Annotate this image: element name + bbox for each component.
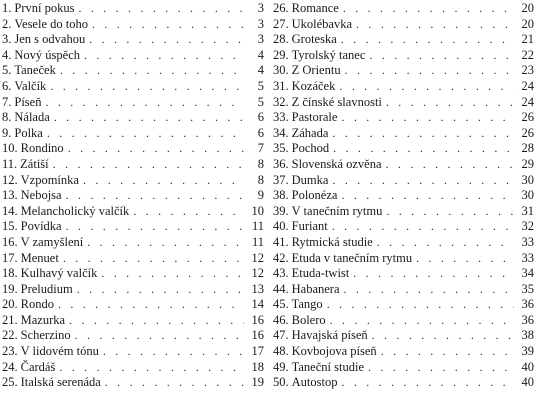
entry-title: Jen s odvahou (14, 32, 86, 47)
entry-number: 42. (273, 250, 289, 265)
entry-page-number: 39 (521, 344, 534, 359)
entry-number: 10. (2, 141, 18, 156)
entry-title: Rondo (20, 297, 54, 312)
entry-number: 34. (273, 125, 289, 140)
entry-page-number: 19 (251, 375, 264, 390)
entry-page-number: 3 (257, 1, 264, 15)
dot-leader (75, 328, 244, 344)
toc-entry (2, 95, 264, 111)
entry-number: 1. (2, 1, 12, 15)
entry-page-number: 3 (257, 16, 264, 31)
entry-number: 9. (2, 125, 12, 140)
entry-title: Mazurka (20, 312, 66, 327)
dot-leader (341, 110, 514, 126)
entry-title: Taneční studie (291, 359, 364, 374)
dot-leader (63, 251, 244, 267)
toc-entry (2, 297, 264, 313)
entry-title: Polonéza (291, 188, 338, 203)
dot-leader (84, 48, 244, 64)
entry-title: Z čínské slavnosti (291, 94, 382, 109)
entry-number: 16. (2, 234, 18, 249)
entry-title: Scherzino (20, 328, 71, 343)
entry-number: 20. (2, 297, 18, 312)
entry-number: 38. (273, 188, 289, 203)
dot-leader (332, 173, 514, 189)
toc-entry (2, 235, 264, 251)
dot-leader (77, 282, 244, 298)
dot-leader (68, 141, 244, 157)
entry-number: 12. (2, 172, 18, 187)
entry-page-number: 36 (521, 297, 534, 312)
dot-leader (78, 1, 244, 17)
toc-entry (273, 375, 534, 391)
entry-page-number: 24 (521, 78, 534, 93)
toc-entry (273, 344, 534, 360)
entry-page-number: 30 (521, 188, 534, 203)
entry-number: 31. (273, 78, 289, 93)
entry-page-number: 9 (257, 188, 264, 203)
entry-number: 19. (2, 281, 18, 296)
toc-entry (2, 48, 264, 64)
toc-entry (2, 126, 264, 142)
toc-entry (2, 32, 264, 48)
entry-page-number: 14 (251, 297, 264, 312)
entry-title: V tanečním rytmu (291, 203, 383, 218)
entry-number: 29. (273, 47, 289, 62)
entry-page-number: 7 (257, 141, 264, 156)
entry-title: V zamyšlení (20, 234, 84, 249)
toc-entry (273, 173, 534, 189)
dot-leader (60, 63, 244, 79)
entry-title: Z Orientu (291, 63, 341, 78)
toc-column-right (273, 1, 534, 391)
entry-page-number: 5 (257, 78, 264, 93)
toc-entry (2, 204, 264, 220)
toc-entry (2, 360, 264, 376)
dot-leader (45, 95, 244, 111)
entry-number: 17. (2, 250, 18, 265)
entry-title: Menuet (20, 250, 59, 265)
dot-leader (87, 235, 244, 251)
entry-number: 43. (273, 266, 289, 281)
entry-number: 24. (2, 359, 18, 374)
entry-title: Tyrolský tanec (291, 47, 366, 62)
entry-page-number: 8 (257, 156, 264, 171)
toc-entry (2, 375, 264, 391)
entry-title: Taneček (14, 63, 56, 78)
entry-title: Etuda-twist (291, 266, 350, 281)
dot-leader (66, 219, 244, 235)
entry-number: 41. (273, 234, 289, 249)
dot-leader (69, 313, 244, 329)
entry-title: Tango (291, 297, 323, 312)
toc-entry (273, 32, 534, 48)
dot-leader (66, 188, 244, 204)
toc-entry (273, 126, 534, 142)
toc-entry (273, 110, 534, 126)
dot-leader (356, 17, 514, 33)
entry-page-number: 33 (521, 250, 534, 265)
toc-entry (273, 251, 534, 267)
toc-entry (2, 1, 264, 17)
entry-number: 7. (2, 94, 12, 109)
entry-page-number: 26 (521, 110, 534, 125)
toc-entry (273, 219, 534, 235)
toc-entry (2, 63, 264, 79)
entry-title: Kozáček (291, 78, 336, 93)
entry-page-number: 31 (521, 203, 534, 218)
dot-leader (372, 328, 514, 344)
dot-leader (47, 126, 244, 142)
toc-entry (2, 328, 264, 344)
entry-number: 3. (2, 32, 12, 47)
entry-title: Etuda v tanečním rytmu (291, 250, 413, 265)
dot-leader (89, 32, 244, 48)
dot-leader (341, 188, 514, 204)
entry-page-number: 13 (251, 281, 264, 296)
entry-title: Dumka (291, 172, 329, 187)
entry-number: 13. (2, 188, 18, 203)
toc-entry (2, 282, 264, 298)
entry-page-number: 30 (521, 172, 534, 187)
entry-page-number: 40 (521, 359, 534, 374)
entry-number: 44. (273, 281, 289, 296)
toc-column-left (2, 1, 264, 391)
dot-leader (59, 360, 244, 376)
entry-page-number: 11 (251, 219, 264, 234)
entry-page-number: 4 (257, 47, 264, 62)
entry-number: 35. (273, 141, 289, 156)
entry-title: Vesele do toho (14, 16, 88, 31)
toc-entry (273, 297, 534, 313)
toc-entry (273, 79, 534, 95)
dot-leader (368, 360, 514, 376)
entry-page-number: 8 (257, 172, 264, 187)
entry-page-number: 32 (521, 219, 534, 234)
entry-page-number: 24 (521, 94, 534, 109)
dot-leader (54, 110, 244, 126)
entry-title: Polka (14, 125, 43, 140)
entry-number: 14. (2, 203, 18, 218)
entry-number: 48. (273, 344, 289, 359)
entry-number: 37. (273, 172, 289, 187)
dot-leader (386, 95, 514, 111)
toc-entry (273, 188, 534, 204)
entry-number: 11. (2, 156, 18, 171)
entry-title: Melancholický valčík (20, 203, 130, 218)
entry-title: Nebojsa (20, 188, 62, 203)
entry-number: 36. (273, 156, 289, 171)
entry-page-number: 22 (521, 47, 534, 62)
dot-leader (369, 48, 514, 64)
entry-number: 30. (273, 63, 289, 78)
dot-leader (341, 375, 514, 391)
toc-entry (2, 157, 264, 173)
entry-page-number: 20 (521, 1, 534, 15)
entry-page-number: 34 (521, 266, 534, 281)
entry-number: 8. (2, 110, 12, 125)
toc-entry (273, 63, 534, 79)
dot-leader (92, 17, 244, 33)
entry-page-number: 18 (251, 359, 264, 374)
dot-leader (339, 79, 514, 95)
entry-number: 23. (2, 344, 18, 359)
dot-leader (381, 344, 514, 360)
entry-title: Kovbojova píseň (291, 344, 377, 359)
dot-leader (101, 266, 244, 282)
entry-title: Bolero (291, 312, 326, 327)
dot-leader (50, 79, 244, 95)
entry-title: Pochod (291, 141, 330, 156)
entry-page-number: 26 (521, 125, 534, 140)
toc-entry (2, 17, 264, 33)
toc-entry (273, 328, 534, 344)
entry-number: 33. (273, 110, 289, 125)
entry-number: 49. (273, 359, 289, 374)
entry-number: 50. (273, 375, 289, 390)
entry-page-number: 35 (521, 281, 534, 296)
entry-page-number: 6 (257, 110, 264, 125)
entry-title: Nálada (14, 110, 50, 125)
entry-number: 28. (273, 32, 289, 47)
dot-leader (353, 266, 514, 282)
entry-title: Povídka (20, 219, 62, 234)
toc-entry (273, 17, 534, 33)
entry-title: Rytmická studie (291, 234, 373, 249)
toc-entry (273, 282, 534, 298)
entry-title: Zátiší (20, 156, 49, 171)
entry-number: 39. (273, 203, 289, 218)
entry-title: Vzpomínka (20, 172, 79, 187)
toc-entry (2, 219, 264, 235)
entry-number: 27. (273, 16, 289, 31)
dot-leader (330, 313, 514, 329)
entry-title: Pastorale (291, 110, 338, 125)
entry-number: 18. (2, 266, 18, 281)
dot-leader (103, 344, 244, 360)
toc-entry (273, 157, 534, 173)
dot-leader (341, 32, 514, 48)
entry-page-number: 23 (521, 63, 534, 78)
dot-leader (333, 141, 514, 157)
entry-page-number: 20 (521, 16, 534, 31)
entry-title: Autostop (291, 375, 338, 390)
entry-number: 46. (273, 312, 289, 327)
entry-number: 22. (2, 328, 18, 343)
entry-page-number: 6 (257, 125, 264, 140)
entry-page-number: 3 (257, 32, 264, 47)
entry-number: 4. (2, 47, 12, 62)
entry-number: 45. (273, 297, 289, 312)
dot-leader (105, 375, 244, 391)
dot-leader (386, 157, 514, 173)
entry-title: V lidovém tónu (20, 344, 99, 359)
entry-number: 2. (2, 16, 12, 31)
dot-leader (327, 297, 514, 313)
entry-title: Čardáš (20, 359, 56, 374)
toc-entry (273, 1, 534, 17)
entry-page-number: 12 (251, 266, 264, 281)
entry-title: Rondino (20, 141, 64, 156)
dot-leader (133, 204, 244, 220)
entry-title: Furiant (291, 219, 328, 234)
entry-title: Slovenská ozvěna (291, 156, 382, 171)
dot-leader (345, 63, 514, 79)
entry-page-number: 16 (251, 328, 264, 343)
toc-entry (273, 95, 534, 111)
dot-leader (377, 235, 514, 251)
entry-page-number: 16 (251, 312, 264, 327)
entry-title: Kulhavý valčík (20, 266, 98, 281)
dot-leader (83, 173, 244, 189)
entry-page-number: 36 (521, 312, 534, 327)
entry-number: 21. (2, 312, 18, 327)
toc-entry (273, 48, 534, 64)
toc-entry (2, 141, 264, 157)
entry-title: Ukolébavka (291, 16, 353, 31)
entry-title: První pokus (14, 1, 75, 15)
entry-number: 40. (273, 219, 289, 234)
entry-number: 25. (2, 375, 18, 390)
toc-entry (273, 266, 534, 282)
entry-title: Záhada (291, 125, 329, 140)
entry-title: Valčík (14, 78, 47, 93)
entry-page-number: 17 (251, 344, 264, 359)
entry-page-number: 33 (521, 234, 534, 249)
entry-title: Nový úspěch (14, 47, 80, 62)
entry-page-number: 10 (251, 203, 264, 218)
dot-leader (416, 251, 514, 267)
dot-leader (386, 204, 514, 220)
entry-page-number: 11 (251, 234, 264, 249)
entry-page-number: 29 (521, 156, 534, 171)
entry-title: Preludium (20, 281, 73, 296)
entry-title: Romance (291, 1, 339, 15)
toc-entry (2, 266, 264, 282)
entry-page-number: 21 (521, 32, 534, 47)
entry-title: Havajská píseň (291, 328, 368, 343)
toc-entry (273, 235, 534, 251)
toc-entry (273, 360, 534, 376)
dot-leader (53, 157, 244, 173)
entry-page-number: 12 (251, 250, 264, 265)
entry-page-number: 38 (521, 328, 534, 343)
entry-title: Píseň (14, 94, 42, 109)
entry-page-number: 28 (521, 141, 534, 156)
toc-entry (273, 141, 534, 157)
entry-page-number: 5 (257, 94, 264, 109)
toc-entry (273, 313, 534, 329)
entry-number: 47. (273, 328, 289, 343)
entry-title: Groteska (291, 32, 337, 47)
dot-leader (58, 297, 244, 313)
dot-leader (332, 126, 514, 142)
dot-leader (344, 282, 514, 298)
entry-number: 26. (273, 1, 289, 15)
toc-entry (2, 110, 264, 126)
entry-number: 6. (2, 78, 12, 93)
entry-number: 15. (2, 219, 18, 234)
toc-entry (2, 251, 264, 267)
dot-leader (343, 1, 514, 17)
toc-entry (2, 188, 264, 204)
toc-entry (273, 204, 534, 220)
entry-number: 5. (2, 63, 12, 78)
toc-entry (2, 313, 264, 329)
toc-entry (2, 173, 264, 189)
dot-leader (332, 219, 514, 235)
entry-page-number: 40 (521, 375, 534, 390)
entry-title: Habanera (291, 281, 340, 296)
entry-number: 32. (273, 94, 289, 109)
entry-page-number: 4 (257, 63, 264, 78)
toc-entry (2, 79, 264, 95)
entry-title: Italská serenáda (20, 375, 101, 390)
toc-entry (2, 344, 264, 360)
